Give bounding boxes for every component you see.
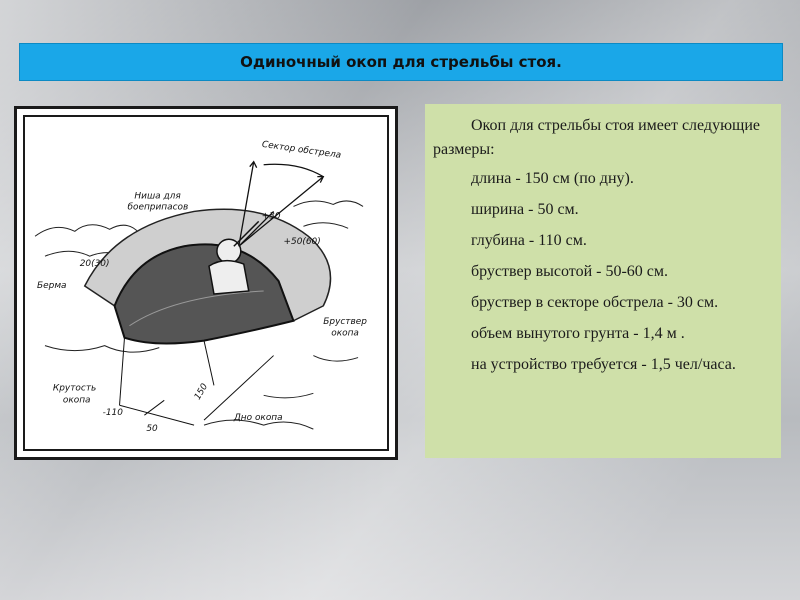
label-parapet-1: Бруствер — [323, 316, 367, 327]
list-item-text: бруствер в секторе обстрела - 30 см. — [471, 294, 719, 311]
label-dim-110: -110 — [102, 408, 123, 419]
label-slope-1: Крутость — [52, 383, 97, 394]
list-item-text: объем вынутого грунта - 1,4 м . — [471, 325, 685, 342]
list-item — [433, 291, 767, 315]
dimension-list — [433, 167, 767, 377]
slide-title: Одиночный окоп для стрельбы стоя. — [240, 53, 562, 71]
dimension-lines — [120, 338, 274, 425]
list-item — [433, 353, 767, 377]
list-item-text: на устройство требуется - 1,5 чел/часа. — [471, 356, 736, 373]
trench-diagram-frame — [14, 106, 398, 460]
list-item — [433, 229, 767, 253]
list-item — [433, 167, 767, 191]
label-dim-20-30: 20(30) — [79, 259, 110, 270]
intro-text: Окоп для стрельбы стоя имеет следующие размеры: — [433, 117, 760, 158]
label-niche-1: Ниша для — [134, 191, 181, 202]
bullet-icon — [433, 260, 471, 284]
trench-diagram — [23, 115, 389, 451]
trench-illustration — [25, 117, 387, 449]
label-berm: Берма — [37, 280, 67, 291]
bullet-icon — [433, 291, 471, 315]
label-dim-50-60: +50(60) — [283, 237, 321, 248]
label-plus-30: +30 — [261, 211, 281, 222]
label-parapet-2: окопа — [331, 328, 359, 339]
list-item — [433, 260, 767, 284]
list-item-text: бруствер высотой - 50-60 см. — [471, 263, 669, 280]
label-niche-2: боеприпасов — [127, 202, 189, 213]
bullet-icon — [433, 198, 471, 222]
trench-dimensions-panel — [425, 104, 781, 458]
label-bottom: Дно окопа — [233, 413, 283, 424]
bullet-icon — [433, 353, 471, 377]
label-slope-2: окопа — [62, 395, 91, 406]
list-item-text: глубина - 110 см. — [471, 232, 587, 249]
title-banner — [19, 43, 783, 81]
list-item-text: ширина - 50 см. — [471, 201, 579, 218]
bullet-icon — [433, 167, 471, 191]
label-dim-150: 150 — [192, 382, 211, 402]
label-dim-50: 50 — [146, 424, 158, 435]
bullet-icon — [433, 229, 471, 253]
bullet-icon — [433, 322, 471, 346]
list-item-text: длина - 150 см (по дну). — [471, 170, 634, 187]
list-item — [433, 198, 767, 222]
list-item — [433, 322, 767, 346]
label-sector: Сектор обстрела — [261, 139, 342, 161]
